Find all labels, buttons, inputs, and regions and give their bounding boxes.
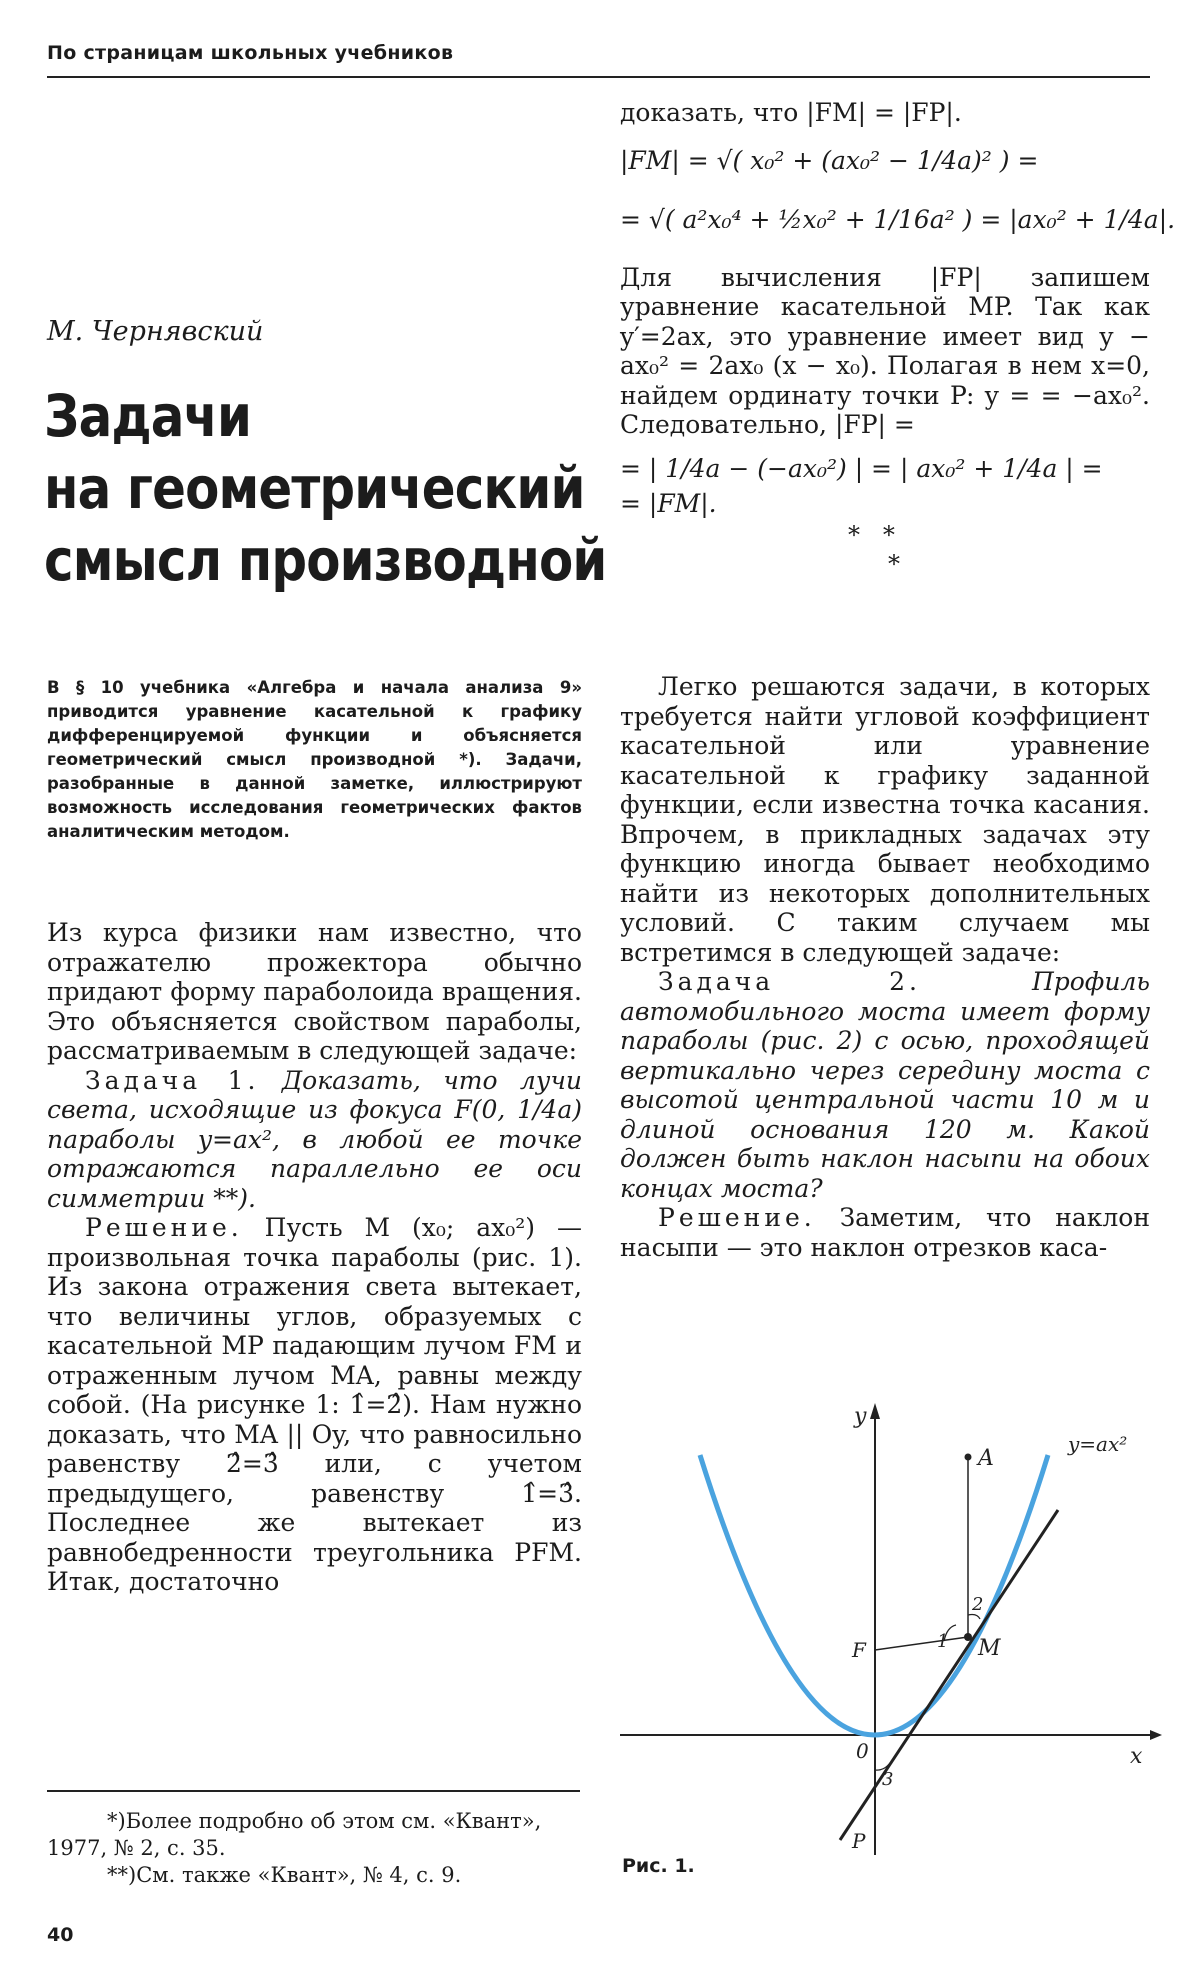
- separator-stars-top: * *: [848, 520, 895, 549]
- separator-stars-bottom: *: [888, 550, 900, 578]
- label-angle-1: 1: [937, 1631, 949, 1652]
- point-m: [964, 1633, 972, 1641]
- solution1-label: Решение.: [85, 1213, 243, 1242]
- y-axis-arrow: [870, 1403, 880, 1419]
- formula-fm-simplified: = √( a²x₀⁴ + ½x₀² + 1/16a² ) = |ax₀² + 1/4a|.: [620, 205, 1176, 234]
- solution2-label: Решение.: [658, 1203, 816, 1232]
- prove-statement: доказать, что |FM| = |FP|.: [620, 98, 962, 127]
- task1-paragraph: [47, 1066, 582, 1214]
- page-number: 40: [47, 1924, 74, 1946]
- article-title: [44, 380, 607, 596]
- header-rule: [47, 76, 1150, 78]
- solution1-paragraph: [47, 1213, 582, 1597]
- solution2-paragraph: [620, 1203, 1150, 1262]
- solution2-text: Заметим, что наклон насыпи — это наклон отрезков каса-: [620, 1203, 1151, 1262]
- label-x: x: [1130, 1744, 1143, 1769]
- label-p: P: [852, 1829, 866, 1853]
- task2-label: Задача 2.: [658, 967, 921, 996]
- label-m: M: [978, 1636, 1001, 1661]
- label-y: y: [854, 1404, 867, 1429]
- label-o: 0: [856, 1739, 869, 1763]
- x-axis-arrow: [1150, 1730, 1162, 1740]
- title-line-1: Задачи: [44, 382, 252, 450]
- formula-fp-result: = |FM|.: [620, 489, 717, 518]
- label-angle-3: 3: [882, 1769, 894, 1790]
- solution1-text: Пусть M (x₀; ax₀²) — произвольная точка параболы (рис. 1). Из закона отражения света вытекает, что величины углов, образуемых с касательной MP падающим лучом FM и отраженным лучом MA, равны между собой. (На рисунке 1: 1̂=2̂). Нам нужно доказать, что MA || Oy, что равносильно равенству 2̂=3̂ или, с учетом предыдущего, равенству 1̂=3̂. Последнее же вытекает из равнобедренности треугольника PFM. Итак, достаточно: [47, 1213, 582, 1596]
- label-curve: y=ax²: [1068, 1432, 1128, 1456]
- intro-paragraph: Из курса физики нам известно, что отражателю прожектора обычно придают форму параболоида вращения. Это объясняется свойством параболы, рассматриваемым в следующей задаче:: [47, 918, 582, 1065]
- figure-1-parabola: [610, 1395, 1170, 1855]
- angle-arc-2: [968, 1615, 980, 1620]
- footnote-1: *)Более подробно об этом см. «Квант», 1977, № 2, с. 35.: [47, 1809, 542, 1860]
- task1-text: Доказать, что лучи света, исходящие из фокуса F(0, 1/4a) параболы y=ax², в любой ее точке отражаются параллельно ее оси симметрии **).: [47, 1065, 582, 1213]
- section-rubric: По страницам школьных учебников: [47, 42, 454, 64]
- paragraph-fp: Для вычисления |FP| запишем уравнение касательной MP. Так как y′=2ax, это уравнение имеет вид y − ax₀² = 2ax₀ (x − x₀). Полагая в нем x=0, найдем ординату точки P: y = = −ax₀². Следовательно, |FP| =: [620, 262, 1150, 439]
- footnote-2: **)См. также «Квант», № 4, с. 9.: [107, 1863, 462, 1887]
- formula-fm: |FM| = √( x₀² + (ax₀² − 1/4a)² ) =: [620, 145, 1039, 175]
- incident-ray-fm: [875, 1637, 968, 1650]
- title-line-3: смысл производной: [44, 526, 607, 594]
- label-a: A: [978, 1446, 994, 1471]
- paragraph-easy-tasks: Легко решаются задачи, в которых требуется найти угловой коэффициент касательной или уравнение касательной к графику заданной функции, если известна точка касания. Впрочем, в прикладных задачах эту функцию иногда бывает необходимо найти из некоторых дополнительных условий. С таким случаем мы встретимся в следующей задаче:: [620, 672, 1150, 967]
- left-column-body: [47, 918, 582, 1597]
- author-name: М. Чернявский: [47, 316, 264, 347]
- figure-caption: Рис. 1.: [622, 1855, 695, 1877]
- task2-paragraph: [620, 967, 1150, 1203]
- right-column-body: [620, 672, 1150, 1262]
- label-f: F: [852, 1638, 866, 1662]
- point-a: [965, 1454, 972, 1461]
- label-angle-2: 2: [972, 1594, 984, 1615]
- footnotes: [47, 1808, 587, 1889]
- title-line-2: на геометрический: [44, 454, 585, 522]
- formula-fp: = | 1/4a − (−ax₀²) | = | ax₀² + 1/4a | =: [620, 453, 1103, 483]
- right-column-top: [620, 98, 1176, 580]
- footnote-rule: [47, 1790, 580, 1792]
- task1-label: Задача 1.: [85, 1065, 260, 1095]
- task2-text: Профиль автомобильного моста имеет форму параболы (рис. 2) с осью, проходящей вертикально через середину моста с высотой центральной части 10 м и длиной основания 120 м. Какой должен быть наклон насыпи на обоих концах моста?: [620, 967, 1150, 1203]
- lead-paragraph: В § 10 учебника «Алгебра и начала анализа 9» приводится уравнение касательной к графику дифференцируемой функции и объясняется геометрический смысл производной *). Задачи, разобранные в данной заметке, иллюстрируют возможность исследования геометрических фактов аналитическим методом.: [47, 678, 582, 841]
- tangent-line-mp: [840, 1510, 1058, 1840]
